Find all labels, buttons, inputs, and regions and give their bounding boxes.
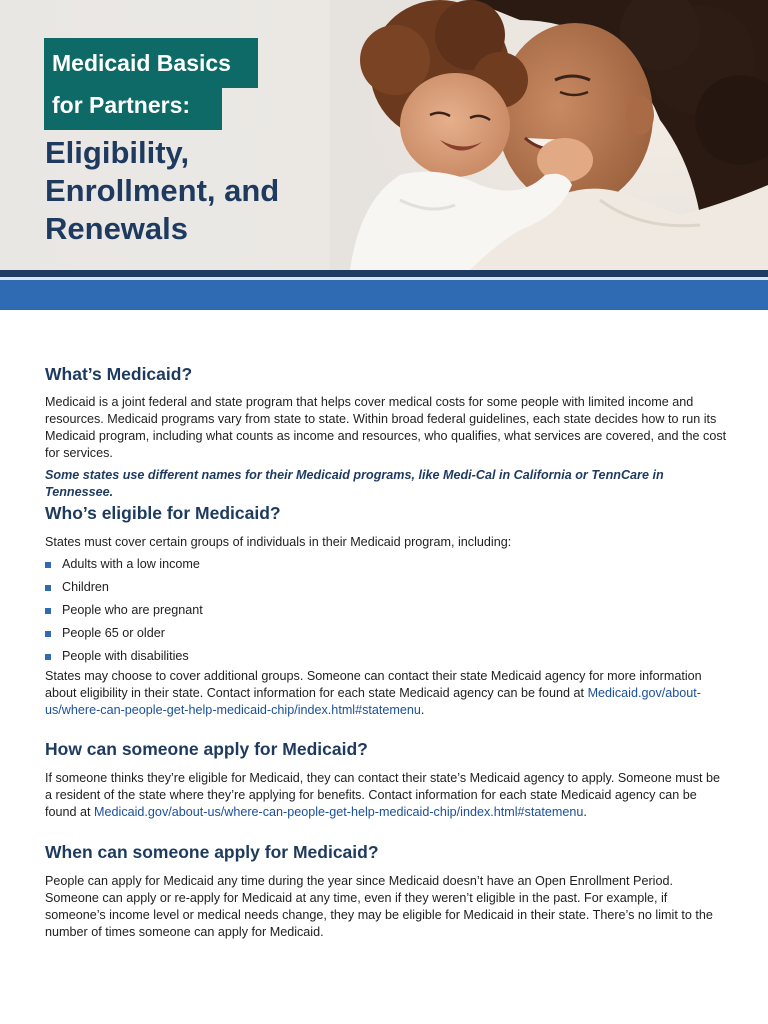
list-item: Adults with a low income	[45, 553, 730, 576]
section-paragraph: Medicaid is a joint federal and state program that helps cover medical costs for some people with limited income and resources. Medicaid programs vary from state to state. Within broad federal guidelines, each state decides how to run its Medicaid program, including what counts as income and resources, who qualifies, what services are covered, and the cost for services.	[45, 395, 727, 460]
title-line-1: Eligibility,	[45, 135, 190, 170]
bullet-square-icon	[45, 585, 51, 591]
names-note: Some states use different names for their Medicaid programs, like Medi-Cal in California or TennCare in Tennessee.	[45, 468, 664, 499]
section-heading: Who’s eligible for Medicaid?	[45, 503, 281, 523]
section-intro: States must cover certain groups of individuals in their Medicaid program, including:	[45, 535, 512, 549]
section-whos-eligible	[45, 502, 730, 719]
section-how-to-apply	[45, 738, 730, 821]
section-whats-medicaid	[45, 363, 730, 501]
hero-banner	[0, 0, 768, 270]
bullet-square-icon	[45, 631, 51, 637]
statemenu-link[interactable]: Medicaid.gov/about-us/where-can-people-get-help-medicaid-chip/index.html#statemenu	[94, 805, 584, 819]
badge-line-2: for Partners:	[44, 88, 222, 130]
header-band	[0, 280, 768, 310]
list-item: People 65 or older	[45, 622, 730, 645]
section-paragraph: States may choose to cover additional groups. Someone can contact their state Medicaid agency for more information about eligibility in their state. Contact information for each state Medicaid agency can be found at Medicaid.gov/about-us/where-can-people-get-help-medicaid-chip/index.html#statemenu.	[45, 669, 702, 717]
bullet-square-icon	[45, 562, 51, 568]
statemenu-link[interactable]: Medicaid.gov/about-us/where-can-people-get-help-medicaid-chip/index.html#statemenu	[45, 686, 701, 717]
list-item: Children	[45, 576, 730, 599]
section-paragraph: If someone thinks they’re eligible for Medicaid, they can contact their state’s Medicaid agency to apply. Someone must be a resident of the state where they’re applying for benefits. Contact information for each state Medicaid agency can be found at Medicaid.gov/about-us/where-can-people-get-help-medicaid-chip/index.html#statemenu.	[45, 771, 721, 819]
bullet-square-icon	[45, 654, 51, 660]
section-when-to-apply	[45, 841, 730, 941]
page-title	[45, 134, 279, 248]
list-item: People who are pregnant	[45, 599, 730, 622]
bullet-square-icon	[45, 608, 51, 614]
section-heading: How can someone apply for Medicaid?	[45, 739, 368, 759]
list-item: People with disabilities	[45, 645, 730, 668]
section-heading: When can someone apply for Medicaid?	[45, 842, 379, 862]
eligibility-list	[45, 553, 730, 668]
title-line-2: Enrollment, and	[45, 173, 280, 208]
badge-line-1: Medicaid Basics	[44, 38, 258, 88]
section-heading: What’s Medicaid?	[45, 364, 193, 384]
header-divider-dark	[0, 270, 768, 277]
section-paragraph: People can apply for Medicaid any time during the year since Medicaid doesn’t have an Open Enrollment Period. Someone can apply or re-apply for Medicaid at any time, even if they weren’t eligible in the past. For example, if someone’s income level or medical needs change, they may be eligible for Medicaid in their state. There’s no limit to the number of times someone can apply for Medicaid.	[45, 874, 713, 939]
title-line-3: Renewals	[45, 211, 189, 246]
